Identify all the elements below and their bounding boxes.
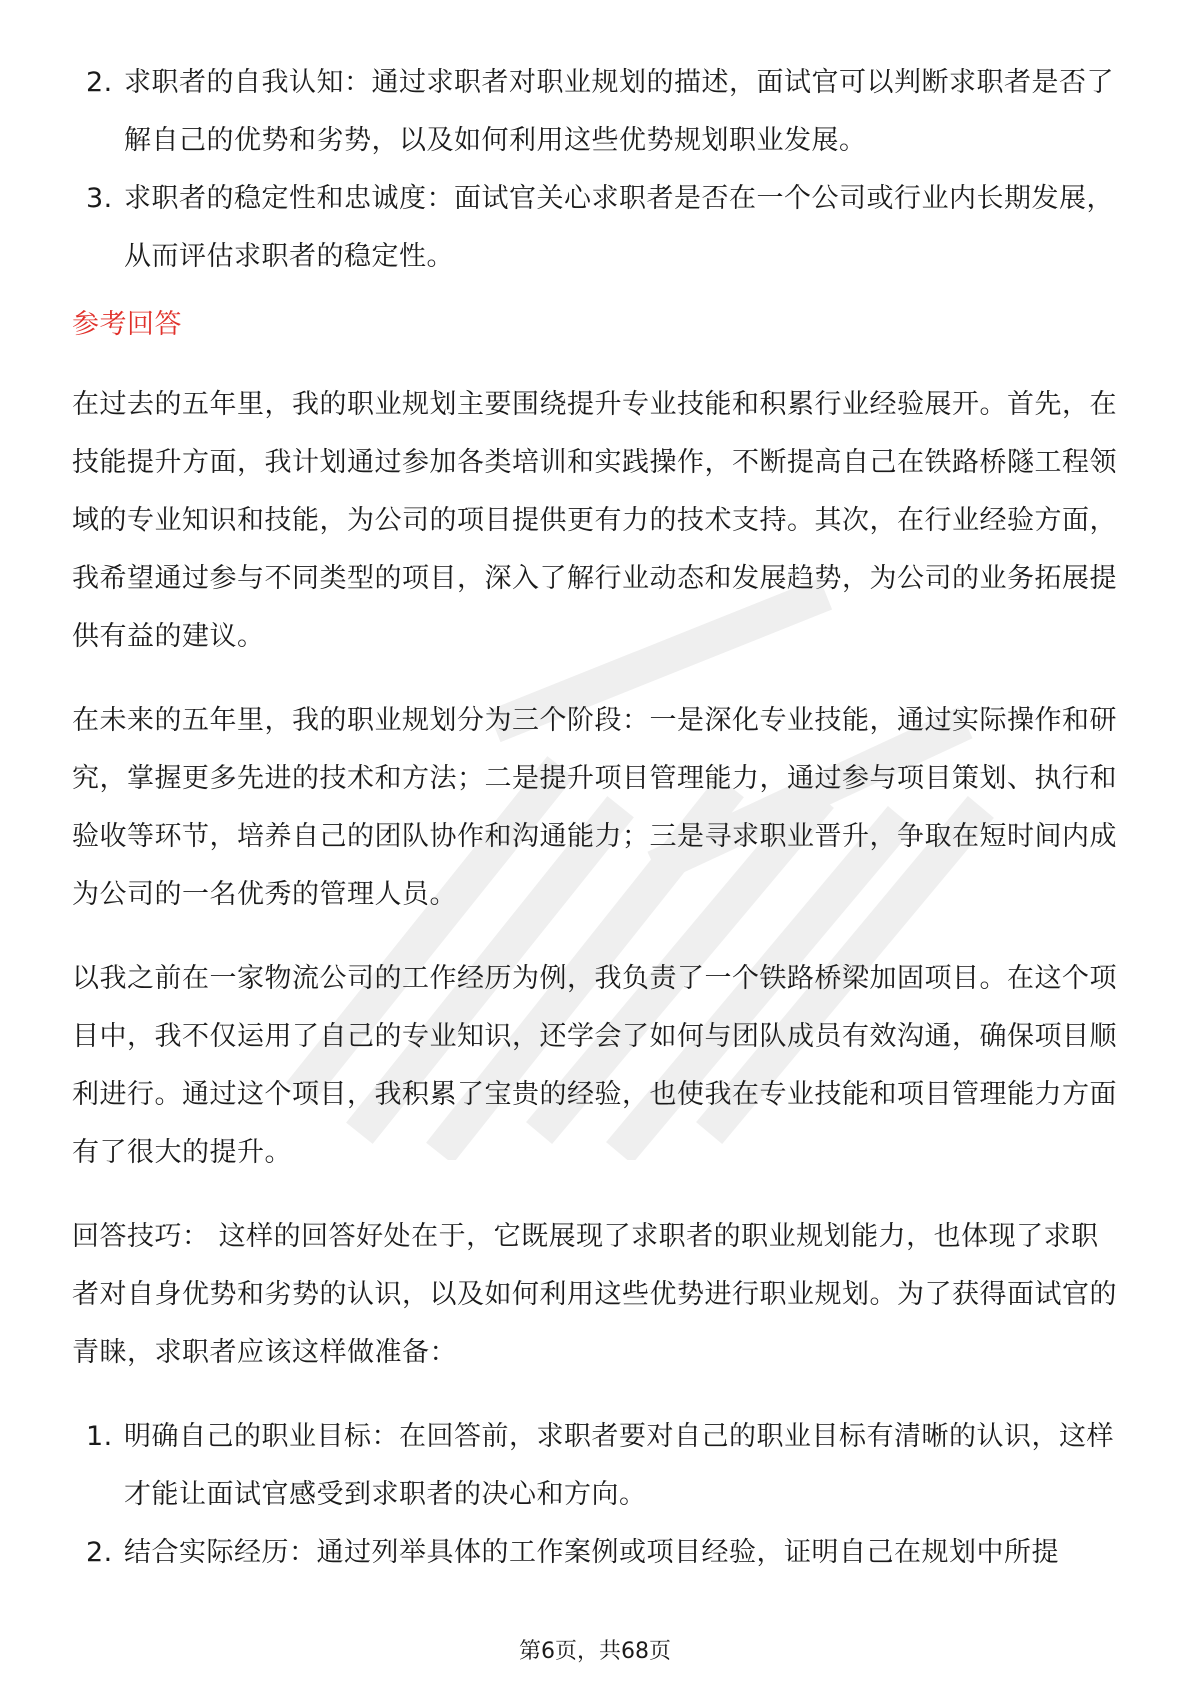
answer-paragraph: 在未来的五年里，我的职业规划分为三个阶段：一是深化专业技能，通过实际操作和研究，掌握更多先进的技术和方法；二是提升项目管理能力，通过参与项目策划、执行和验收等环节，培养自己的团队协作和沟通能力；三是寻求职业晋升，争取在短时间内成为公司的一名优秀的管理人员。 [72,705,1117,910]
answer-paragraph: 以我之前在一家物流公司的工作经历为例，我负责了一个铁路桥梁加固项目。在这个项目中，我不仅运用了自己的专业知识，还学会了如何与团队成员有效沟通，确保项目顺利进行。通过这个项目，我积累了宝贵的经验，也使我在专业技能和项目管理能力方面有了很大的提升。 [72,963,1117,1168]
answer-paragraph: 在过去的五年里，我的职业规划主要围绕提升专业技能和积累行业经验展开。首先，在技能提升方面，我计划通过参加各类培训和实践操作，不断提高自己在铁路桥隧工程领域的专业知识和技能，为公司的项目提供更有力的技术支持。其次，在行业经验方面，我希望通过参与不同类型的项目，深入了解行业动态和发展趋势，为公司的业务拓展提供有益的建议。 [72,389,1117,652]
list-item-number: 1. [86,1421,113,1452]
section-heading: 参考回答 [72,309,182,340]
list-item [72,1408,1118,1524]
list-item [72,170,1118,286]
list-item [72,1524,1118,1582]
list-item-text: 求职者的稳定性和忠诚度：面试官关心求职者是否在一个公司或行业内长期发展，从而评估求职者的稳定性。 [124,183,1114,272]
document-content [72,54,1118,1582]
list-item-text: 求职者的自我认知：通过求职者对职业规划的描述，面试官可以判断求职者是否了解自己的优势和劣势，以及如何利用这些优势规划职业发展。 [124,67,1114,156]
list-item-number: 2. [86,67,113,98]
page-number-footer: 第6页，共68页 [519,1639,671,1664]
list-item-number: 3. [86,183,113,214]
tips-paragraph: 回答技巧： 这样的回答好处在于，它既展现了求职者的职业规划能力，也体现了求职者对自身优势和劣势的认识，以及如何利用这些优势进行职业规划。为了获得面试官的青睐，求职者应该这样做准备： [72,1221,1117,1368]
list-item-text: 结合实际经历：通过列举具体的工作案例或项目经验，证明自己在规划中所提 [124,1537,1059,1568]
preparation-list [72,1408,1118,1582]
list-item [72,54,1118,170]
list-item-number: 2. [86,1537,113,1568]
criteria-list [72,54,1118,286]
list-item-text: 明确自己的职业目标：在回答前，求职者要对自己的职业目标有清晰的认识，这样才能让面试官感受到求职者的决心和方向。 [124,1421,1114,1510]
